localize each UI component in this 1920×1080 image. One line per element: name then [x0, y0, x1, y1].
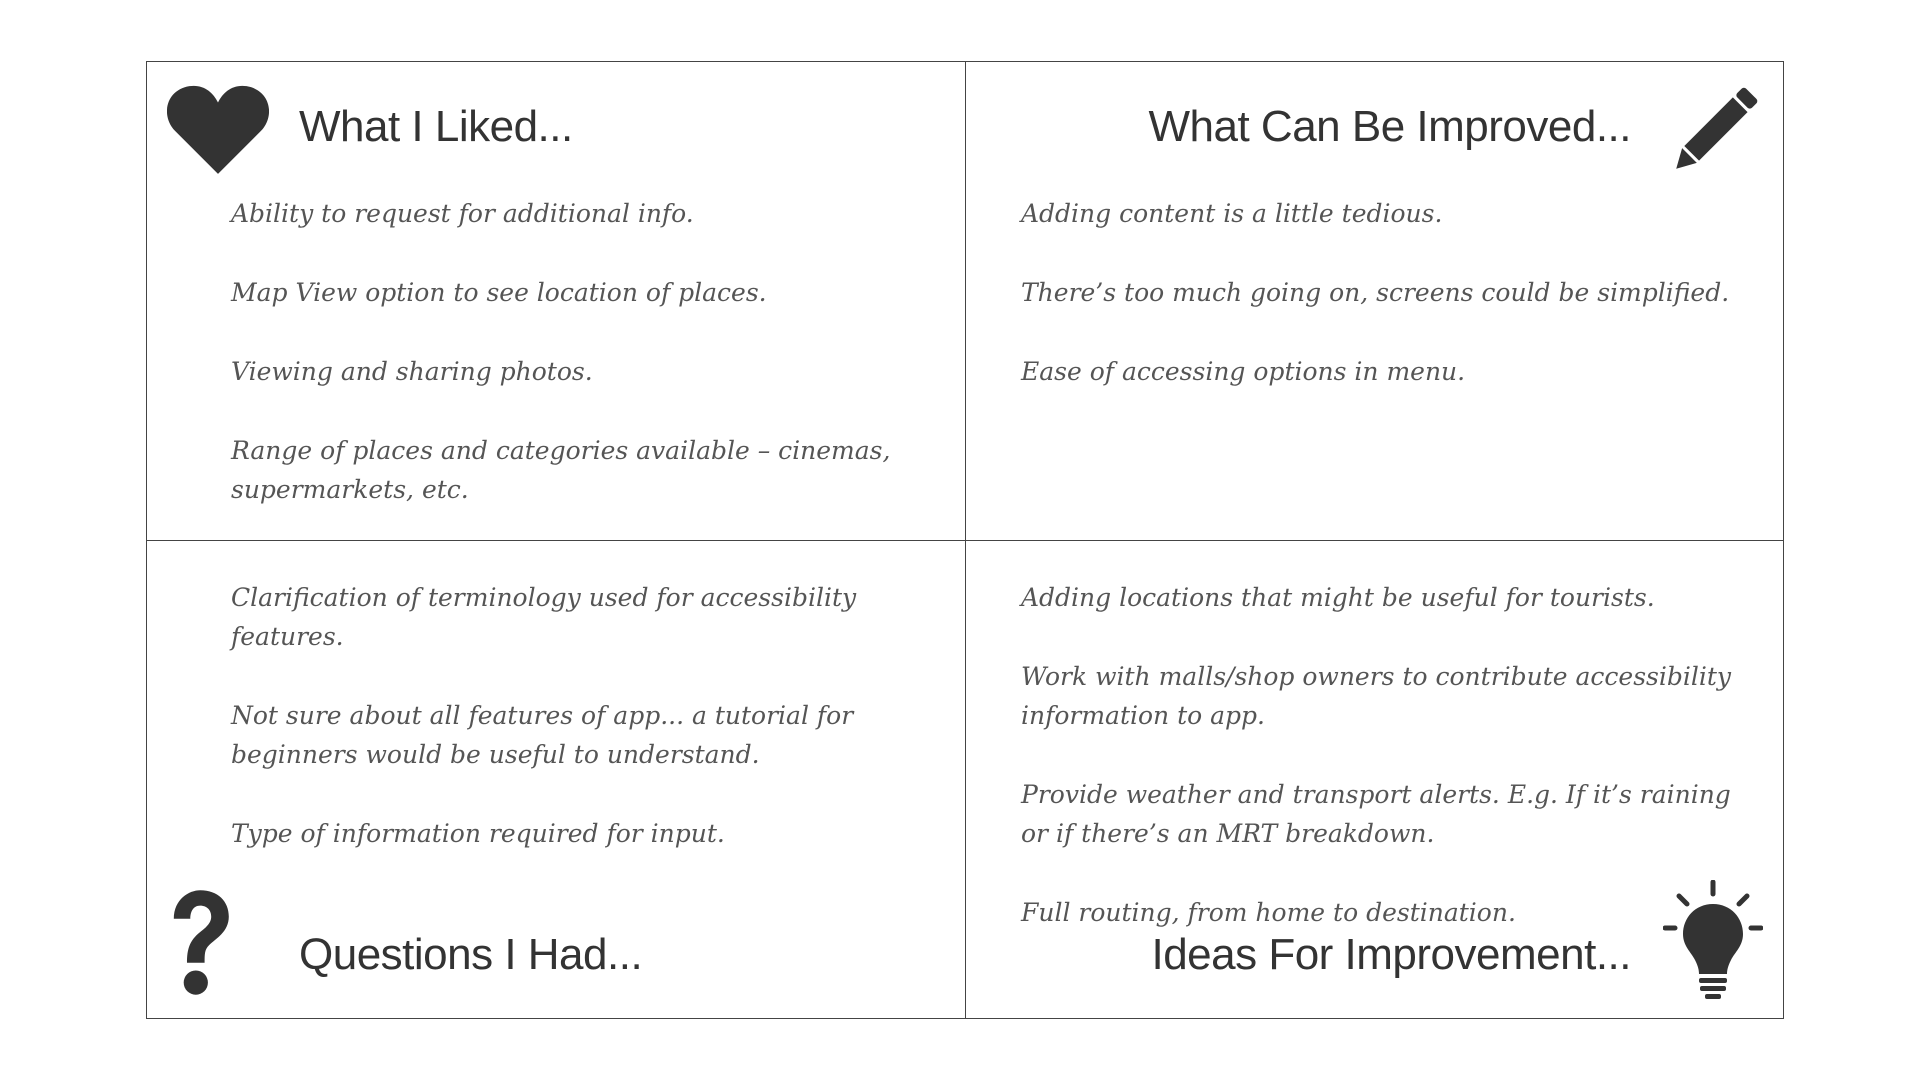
question-mark-icon	[165, 888, 231, 998]
list-item: Full routing, from home to destination.	[1021, 898, 1516, 927]
heart-icon	[167, 82, 269, 176]
ideas-title: Ideas For Improvement...	[1151, 930, 1631, 979]
list-item: Adding content is a little tedious.	[1021, 199, 1443, 228]
list-item: Not sure about all features of app... a tutorial for beginners would be useful to understand.	[231, 701, 854, 769]
list-item: Map View option to see location of places.	[231, 278, 767, 307]
improved-title: What Can Be Improved...	[1148, 102, 1631, 151]
list-item: Adding locations that might be useful for tourists.	[1021, 583, 1655, 612]
liked-list	[231, 194, 921, 549]
list-item: Type of information required for input.	[231, 819, 725, 848]
lightbulb-icon	[1663, 880, 1763, 1004]
pencil-icon	[1661, 80, 1765, 184]
list-item: Work with malls/shop owners to contribute accessibility information to app.	[1021, 662, 1732, 730]
liked-title: What I Liked...	[299, 102, 573, 151]
list-item: Ease of accessing options in menu.	[1021, 357, 1466, 386]
list-item: Provide weather and transport alerts. E.g. If it’s raining or if there’s an MRT breakdown.	[1021, 780, 1731, 848]
questions-title: Questions I Had...	[299, 930, 643, 979]
list-item: There’s too much going on, screens could be simplified.	[1021, 278, 1730, 307]
ideas-list	[1021, 578, 1741, 972]
list-item: Clarification of terminology used for accessibility features.	[231, 583, 857, 651]
improved-list	[1021, 194, 1741, 431]
feedback-grid	[146, 61, 1784, 1019]
list-item: Ability to request for additional info.	[231, 199, 694, 228]
questions-list	[231, 578, 921, 893]
list-item: Range of places and categories available – cinemas, supermarkets, etc.	[231, 436, 891, 504]
list-item: Viewing and sharing photos.	[231, 357, 593, 386]
